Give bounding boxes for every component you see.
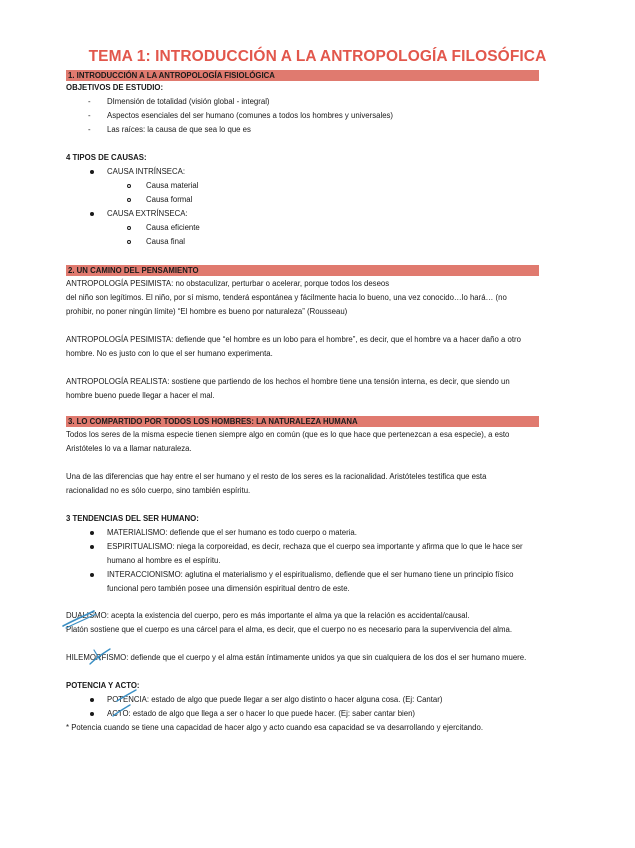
tendency-item: INTERACCIONISMO: aglutina el materialismo y el espiritualismo, defiende que el ser humano tiene un principio físico (107, 570, 514, 579)
cause-item: Causa material (146, 181, 199, 190)
paragraph-line: Todos los seres de la misma especie tienen siempre algo en común (que es lo que hace que pertenezcan a esa especie), a esto (66, 430, 510, 439)
paragraph-line: prohibir, no poner ningún límite) “El hombre es bueno por naturaleza” (Rousseau) (66, 307, 348, 316)
potency-label: POTENCIA Y ACTO: (66, 681, 140, 690)
bullet-dot (90, 531, 94, 535)
intrinsic-cause: CAUSA INTRÍNSECA: (107, 167, 185, 176)
bullet-dot (90, 698, 94, 702)
cause-item: Causa formal (146, 195, 193, 204)
tendency-item: MATERIALISMO: defiende que el ser humano es todo cuerpo o materia. (107, 528, 357, 537)
objective-item: DImensión de totalidad (visión global - integral) (107, 97, 270, 106)
potency-item: POTENCIA: estado de algo que puede llegar a ser algo distinto o hacer alguna cosa. (Ej: Cantar) (107, 695, 443, 704)
objective-item: Las raíces: la causa de que sea lo que es (107, 125, 251, 134)
tendencies-label: 3 TENDENCIAS DEL SER HUMANO: (66, 514, 199, 523)
dash-bullet: - (88, 97, 91, 106)
page-title: TEMA 1: INTRODUCCIÓN A LA ANTROPOLOGÍA FILOSÓFICA (88, 48, 547, 65)
paragraph-line: racionalidad no es sólo cuerpo, sino también espíritu. (66, 486, 251, 495)
bullet-circle (127, 226, 131, 230)
objectives-label: OBJETIVOS DE ESTUDIO: (66, 83, 164, 92)
bullet-dot (90, 170, 94, 174)
paragraph-line: hombre. No es justo con lo que el ser humano experimenta. (66, 349, 273, 358)
tendency-item-cont: funcional pero también posee una dimensión espiritual dentro de este. (107, 584, 350, 593)
extrinsic-cause: CAUSA EXTRÍNSECA: (107, 209, 188, 218)
paragraph-line: HILEMORFISMO: defiende que el cuerpo y el alma están íntimamente unidos ya que sin cualquiera de los dos el ser humano muere. (66, 653, 527, 662)
pen-annotation-mark (60, 604, 110, 630)
bullet-dot (90, 212, 94, 216)
section-2-heading: 2. UN CAMINO DEL PENSAMIENTO (66, 265, 539, 276)
causes-label: 4 TIPOS DE CAUSAS: (66, 153, 147, 162)
paragraph-line: Aristóteles lo va a llamar naturaleza. (66, 444, 192, 453)
bullet-circle (127, 240, 131, 244)
paragraph-line: ANTROPOLOGÍA PESIMISTA: defiende que “el hombre es un lobo para el hombre”, es decir, que el hombre va a hacer daño a otro (66, 335, 521, 344)
act-item: ACTO: estado de algo que llega a ser o hacer lo que puede hacer. (Ej: saber cantar bien) (107, 709, 416, 718)
bullet-circle (127, 198, 131, 202)
paragraph-line: Platón sostiene que el cuerpo es una cárcel para el alma, es decir, que el cuerpo no es necesario para la supervivencia del alma. (66, 625, 512, 634)
bullet-dot (90, 573, 94, 577)
bullet-circle (127, 184, 131, 188)
paragraph-line: ANTROPOLOGÍA PESIMISTA: no obstaculizar, perturbar o acelerar, porque todos los deseos (66, 279, 390, 288)
bullet-dot (90, 545, 94, 549)
footnote: * Potencia cuando se tiene una capacidad de hacer algo y acto cuando esa capacidad se va desarrollando y ejercitando. (66, 723, 483, 732)
bullet-dot (90, 712, 94, 716)
paragraph-line: ANTROPOLOGÍA REALISTA: sostiene que partiendo de los hechos el hombre tiene una tensión interna, es decir, que siendo un (66, 377, 510, 386)
cause-item: Causa eficiente (146, 223, 200, 232)
dash-bullet: - (88, 111, 91, 120)
paragraph-line: DUALISMO: acepta la existencia del cuerpo, pero es más importante el alma ya que la relación es accidental/causal. (66, 611, 470, 620)
dash-bullet: - (88, 125, 91, 134)
section-3-heading: 3. LO COMPARTIDO POR TODOS LOS HOMBRES: LA NATURALEZA HUMANA (66, 416, 539, 427)
section-1-heading: 1. INTRODUCCIÓN A LA ANTROPOLOGÍA FISIOLÓGICA (66, 70, 539, 81)
cause-item: Causa final (146, 237, 186, 246)
paragraph-line: Una de las diferencias que hay entre el ser humano y el resto de los seres es la racionalidad. Aristóteles testifica que esta (66, 472, 487, 481)
tendency-item: ESPIRITUALISMO: niega la corporeidad, es decir, rechaza que el cuerpo sea importante y afirma que lo que le hace ser (107, 542, 523, 551)
paragraph-line: del niño son legítimos. El niño, por sí mismo, tenderá espontánea y fácilmente hacia lo bueno, una vez conocido…lo hará… (no (66, 293, 507, 302)
objective-item: Aspectos esenciales del ser humano (comunes a todos los hombres y universales) (107, 111, 394, 120)
tendency-item-cont: humano al hombre es el espíritu. (107, 556, 221, 565)
paragraph-line: hombre bueno puede llegar a hacer el mal. (66, 391, 215, 400)
pen-annotation-mark (86, 646, 116, 668)
pen-annotation-mark (110, 702, 134, 718)
